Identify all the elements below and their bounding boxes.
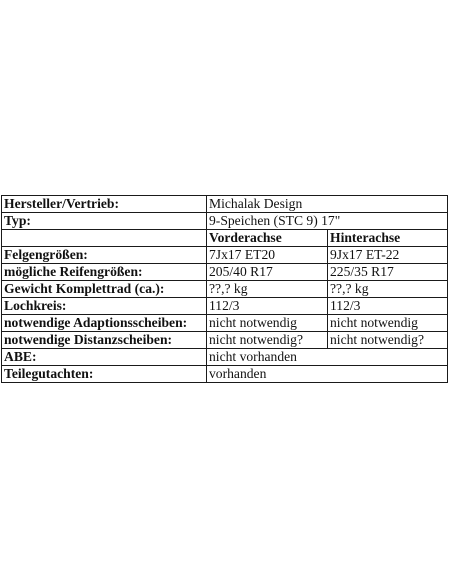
row-axle-header bbox=[2, 230, 448, 247]
row-felgen bbox=[2, 247, 448, 264]
row-distanz bbox=[2, 332, 448, 349]
value-hersteller: Michalak Design bbox=[207, 196, 448, 213]
header-hinterachse: Hinterachse bbox=[328, 230, 448, 247]
label-gewicht: Gewicht Komplettrad (ca.): bbox=[2, 281, 207, 298]
label-lochkreis: Lochkreis: bbox=[2, 298, 207, 315]
label-felgen: Felgengrößen: bbox=[2, 247, 207, 264]
felgen-front: 7Jx17 ET20 bbox=[207, 247, 328, 264]
lochkreis-rear: 112/3 bbox=[328, 298, 448, 315]
row-abe bbox=[2, 349, 448, 366]
value-teilegutachten: vorhanden bbox=[207, 366, 448, 383]
row-reifen bbox=[2, 264, 448, 281]
gewicht-rear: ??,? kg bbox=[328, 281, 448, 298]
label-distanz: notwendige Distanzscheiben: bbox=[2, 332, 207, 349]
adaption-front: nicht notwendig bbox=[207, 315, 328, 332]
felgen-rear: 9Jx17 ET-22 bbox=[328, 247, 448, 264]
reifen-front: 205/40 R17 bbox=[207, 264, 328, 281]
header-vorderachse: Vorderachse bbox=[207, 230, 328, 247]
row-typ bbox=[2, 213, 448, 230]
row-teilegutachten bbox=[2, 366, 448, 383]
lochkreis-front: 112/3 bbox=[207, 298, 328, 315]
adaption-rear: nicht notwendig bbox=[328, 315, 448, 332]
value-typ: 9-Speichen (STC 9) 17" bbox=[207, 213, 448, 230]
wheel-spec-table bbox=[1, 195, 448, 383]
label-reifen: mögliche Reifengrößen: bbox=[2, 264, 207, 281]
gewicht-front: ??,? kg bbox=[207, 281, 328, 298]
distanz-rear: nicht notwendig? bbox=[328, 332, 448, 349]
value-abe: nicht vorhanden bbox=[207, 349, 448, 366]
row-adaption bbox=[2, 315, 448, 332]
distanz-front: nicht notwendig? bbox=[207, 332, 328, 349]
axle-header-empty bbox=[2, 230, 207, 247]
reifen-rear: 225/35 R17 bbox=[328, 264, 448, 281]
row-hersteller bbox=[2, 196, 448, 213]
label-adaption: notwendige Adaptionsscheiben: bbox=[2, 315, 207, 332]
row-gewicht bbox=[2, 281, 448, 298]
label-abe: ABE: bbox=[2, 349, 207, 366]
label-hersteller: Hersteller/Vertrieb: bbox=[2, 196, 207, 213]
label-teilegutachten: Teilegutachten: bbox=[2, 366, 207, 383]
row-lochkreis bbox=[2, 298, 448, 315]
label-typ: Typ: bbox=[2, 213, 207, 230]
